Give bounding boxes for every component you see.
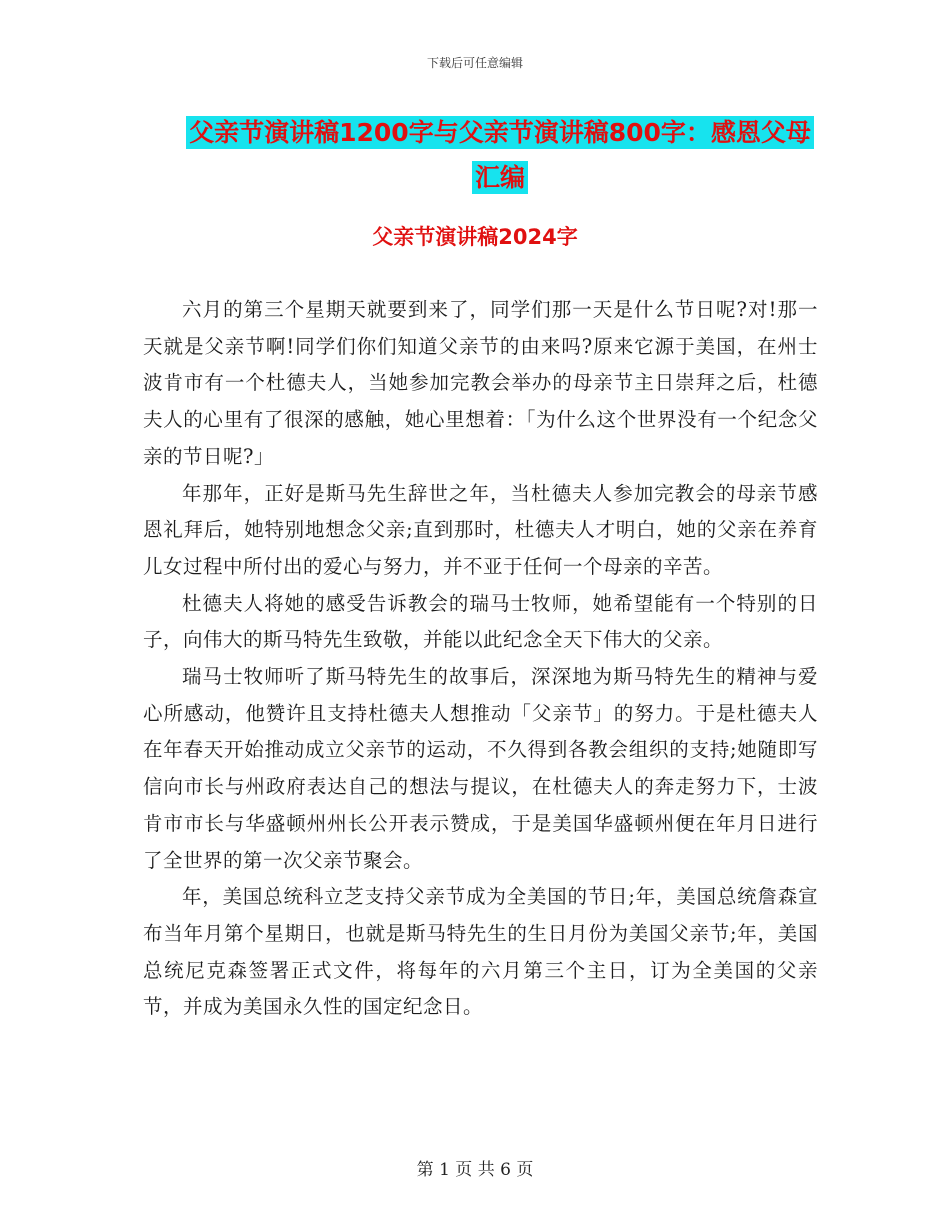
- section-heading: 父亲节演讲稿2024字: [372, 225, 578, 249]
- document-title: [185, 110, 815, 200]
- page-number-label: 第 1 页 共 6 页: [416, 1160, 534, 1180]
- document-title-text: 父亲节演讲稿1200字与父亲节演讲稿800字：感恩父母汇编: [186, 116, 814, 194]
- page-footer: [0, 1155, 950, 1180]
- paragraph: 年那年，正好是斯马先生辞世之年，当杜德夫人参加完教会的母亲节感恩礼拜后，她特别地想念父亲;直到那时，杜德夫人才明白，她的父亲在养育儿女过程中所付出的爱心与努力，并不亚于任何一个母亲的辛苦。: [143, 481, 818, 578]
- header-note: 下载后可任意编辑: [426, 56, 523, 70]
- paragraph: 六月的第三个星期天就要到来了，同学们那一天是什么节日呢?对!那一天就是父亲节啊!同学们你们知道父亲节的由来吗?原来它源于美国，在州士波肯市有一个杜德夫人，当她参加完教会举办的母亲节主日崇拜之后，杜德夫人的心里有了很深的感触，她心里想着：「为什么这个世界没有一个纪念父亲的节日呢?」: [143, 298, 818, 468]
- paragraph: 年，美国总统科立芝支持父亲节成为全美国的节日;年，美国总统詹森宣布当年月第个星期日，也就是斯马特先生的生日月份为美国父亲节;年，美国总统尼克森签署正式文件，将每年的六月第三个主日，订为全美国的父亲节，并成为美国永久性的国定纪念日。: [143, 885, 818, 1019]
- document-body: [143, 292, 818, 1026]
- paragraph: 杜德夫人将她的感受告诉教会的瑞马士牧师，她希望能有一个特别的日子，向伟大的斯马特先生致敬，并能以此纪念全天下伟大的父亲。: [143, 591, 818, 652]
- paragraph: 瑞马士牧师听了斯马特先生的故事后，深深地为斯马特先生的精神与爱心所感动，他赞许且支持杜德夫人想推动「父亲节」的努力。于是杜德夫人在年春天开始推动成立父亲节的运动，不久得到各教会组织的支持;她随即写信向市长与州政府表达自己的想法与提议，在杜德夫人的奔走努力下，士波肯市市长与华盛顿州州长公开表示赞成，于是美国华盛顿州便在年月日进行了全世界的第一次父亲节聚会。: [143, 665, 818, 872]
